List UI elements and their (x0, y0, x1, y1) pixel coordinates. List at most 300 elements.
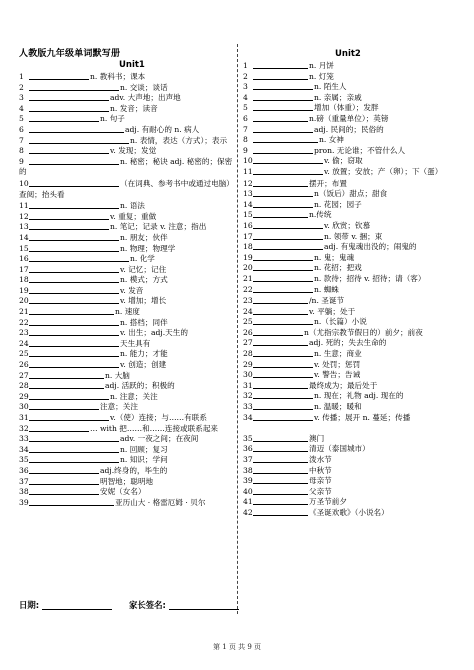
definition-text: n. 注意；关注 (110, 391, 158, 401)
vocab-row (243, 465, 463, 476)
row-number: 3 (19, 93, 24, 103)
row-number: 37 (243, 454, 253, 464)
answer-blank[interactable] (253, 496, 308, 505)
definition-text: v. 发音 (120, 285, 144, 295)
definition-text: 父亲节 (309, 486, 332, 496)
row-number: 35 (243, 433, 253, 443)
definition-text: n. 发音；读音 (110, 103, 158, 113)
answer-blank[interactable] (253, 475, 308, 484)
vocab-row (243, 327, 463, 338)
definition-text: … with 把……和……连接或联系起来 (90, 423, 219, 433)
definition-text: n. 生意；商业 (314, 349, 362, 359)
answer-blank[interactable] (29, 306, 114, 315)
document-title: 人教版九年级单词默写册 (19, 49, 121, 59)
answer-blank[interactable] (29, 200, 119, 209)
definition-text: n. 化学 (130, 254, 155, 264)
definition-text: 中秋节 (309, 465, 332, 475)
answer-blank[interactable] (29, 423, 89, 432)
definition-text: 母亲节 (309, 476, 332, 486)
definition-text: n. 教科书；课本 (90, 72, 146, 81)
vocab-row (19, 497, 234, 508)
vocab-row (19, 412, 234, 423)
vocab-row (19, 476, 234, 487)
definition-text: n. 现在；礼物 adj. 现在的 (314, 391, 404, 401)
row-number: 24 (19, 338, 29, 348)
row-number: 18 (19, 275, 29, 285)
row-number: 33 (243, 402, 253, 411)
row-number: 6 (243, 113, 248, 123)
answer-blank[interactable] (253, 486, 308, 495)
vocab-row (19, 444, 234, 455)
answer-blank[interactable] (253, 81, 313, 90)
definition-text: v. 记忆；记住 (120, 264, 167, 274)
vocab-row (19, 317, 234, 328)
row-number: 19 (243, 252, 253, 262)
row-number: 16 (19, 254, 29, 264)
row-number: 42 (243, 507, 253, 517)
row-number: 17 (243, 231, 253, 241)
definition-text: n. 月饼 (309, 61, 334, 70)
row-number: 1 (243, 61, 248, 70)
answer-blank[interactable] (253, 401, 313, 410)
row-number: 16 (243, 220, 253, 230)
answer-blank[interactable] (253, 306, 308, 315)
vocab-row (19, 156, 234, 178)
vocab-row (19, 92, 234, 103)
column-divider (237, 44, 238, 614)
vocab-row (243, 102, 463, 113)
vocab-row (19, 264, 234, 275)
definition-text: n. 蜘蛛 (314, 285, 339, 295)
definition-text: n. 交谈；谈话 (120, 82, 168, 92)
vocab-row (19, 211, 234, 222)
row-number: 31 (243, 380, 253, 390)
vocab-row (19, 124, 234, 135)
definition-text: adj. 活跃的；积极的 (105, 381, 175, 391)
definition-text: n. 搭档；同伴 (120, 317, 168, 327)
vocab-row (19, 486, 234, 497)
definition-text: （在词典、参考书中或通过电脑）查阅；抬头看 (19, 178, 234, 199)
definition-text: 摆开；布置 (309, 178, 347, 188)
vocab-row (243, 81, 463, 92)
row-number: 7 (243, 124, 248, 134)
row-number: 15 (243, 210, 253, 220)
definition-text: v. 处罚；惩罚 (314, 359, 361, 369)
vocab-row (19, 433, 234, 444)
row-number: 26 (243, 327, 253, 337)
answer-blank[interactable] (29, 486, 99, 495)
definition-text: 注意；关注 (100, 402, 138, 412)
vocab-row (19, 71, 234, 82)
vocab-row (243, 209, 463, 220)
answer-blank[interactable] (253, 390, 313, 399)
row-number: 23 (243, 296, 253, 306)
definition-text: n. 陌生人 (314, 82, 347, 92)
vocab-row (243, 60, 463, 71)
answer-blank[interactable] (29, 92, 109, 101)
answer-blank[interactable] (253, 262, 313, 271)
definition-text: n. 花园；园子 (314, 199, 362, 209)
answer-blank[interactable] (253, 166, 323, 175)
parent-signature-field[interactable] (169, 600, 239, 610)
definition-text: n.（长篇）小说 (314, 317, 367, 327)
row-number: 24 (243, 306, 253, 316)
row-number: 15 (19, 243, 29, 253)
row-number: 36 (19, 465, 29, 475)
row-number: 28 (19, 381, 29, 391)
row-number: 2 (243, 71, 248, 81)
definition-text: /n. 圣诞节 (309, 296, 345, 306)
vocab-row (243, 359, 463, 370)
answer-blank[interactable] (253, 102, 313, 111)
definition-text: v. 传播；展开 n. 蔓延；传播 (314, 412, 411, 422)
answer-blank[interactable] (253, 348, 313, 357)
row-number: 14 (243, 199, 253, 209)
vocab-row (19, 423, 234, 434)
row-number: 34 (19, 444, 29, 454)
vocab-row (243, 390, 463, 401)
vocab-row (19, 200, 234, 211)
answer-blank[interactable] (29, 113, 99, 122)
definition-text: adj. 有鬼魂出没的；闹鬼的 (324, 242, 417, 252)
answer-blank[interactable] (29, 391, 109, 400)
answer-blank[interactable] (253, 454, 308, 463)
vocab-row (243, 92, 463, 103)
row-number: 5 (19, 114, 24, 124)
vocab-row (243, 113, 463, 124)
answer-blank[interactable] (29, 232, 119, 241)
row-number: 18 (243, 242, 253, 252)
answer-blank[interactable] (253, 155, 323, 164)
definition-text: adj.终身的，毕生的 (100, 465, 168, 475)
row-number: 38 (19, 487, 29, 497)
row-number: 28 (243, 349, 253, 359)
row-number: 8 (243, 135, 248, 145)
definition-text: v. 增加；增长 (120, 296, 167, 306)
row-number: 33 (19, 434, 29, 444)
vocab-row (19, 465, 234, 476)
definition-text: n. 朋友；伙伴 (120, 232, 168, 242)
answer-blank[interactable] (29, 285, 119, 294)
definition-text: n. 领带 v. 捆；束 (324, 231, 383, 241)
answer-blank[interactable] (29, 444, 119, 453)
answer-blank[interactable] (29, 327, 119, 336)
answer-blank[interactable] (253, 220, 323, 229)
answer-blank[interactable] (29, 71, 89, 80)
answer-blank[interactable] (29, 401, 99, 410)
answer-blank[interactable] (253, 284, 313, 293)
answer-blank[interactable] (253, 465, 308, 474)
vocab-row (19, 274, 234, 285)
definition-text: n. 鬼；鬼魂 (314, 252, 355, 262)
vocab-row (243, 380, 463, 391)
row-number: 34 (243, 412, 253, 422)
answer-blank[interactable] (253, 369, 313, 378)
answer-blank[interactable] (29, 348, 119, 357)
answer-blank[interactable] (253, 209, 308, 218)
vocab-row (19, 113, 234, 124)
vocab-row (243, 155, 463, 166)
definition-text: n. 句子 (100, 114, 125, 124)
vocab-row (243, 496, 463, 507)
vocab-row (19, 82, 234, 93)
definition-text: adv. 一夜之间；在夜间 (120, 434, 199, 444)
definition-text: adj. 有耐心的 n. 病人 (125, 124, 200, 134)
definition-text: v. 偷；窃取 (324, 156, 363, 166)
definition-text: v. 出生；adj.天生的 (120, 328, 188, 338)
answer-blank[interactable] (29, 274, 119, 283)
answer-blank[interactable] (253, 273, 313, 282)
definition-text: 澳门 (309, 433, 325, 443)
row-number: 5 (243, 103, 248, 113)
answer-blank[interactable] (29, 264, 119, 273)
definition-text: n. 亲属；亲戚 (314, 92, 362, 102)
answer-blank[interactable] (253, 241, 323, 250)
row-number: 23 (19, 328, 29, 338)
row-number: 40 (243, 486, 253, 496)
unit2-heading: Unit2 (335, 49, 361, 59)
vocab-row (243, 316, 463, 327)
answer-blank[interactable] (253, 178, 308, 187)
answer-blank[interactable] (29, 156, 119, 165)
answer-blank[interactable] (29, 124, 124, 133)
row-number: 17 (19, 264, 29, 274)
row-number: 27 (19, 370, 29, 380)
definition-text: n. 物理；物理学 (120, 243, 176, 253)
definition-text: 天生具有 (120, 338, 151, 348)
answer-blank[interactable] (253, 60, 308, 69)
definition-text: n. 知识；学问 (120, 455, 168, 465)
definition-text: n. 速度 (115, 307, 140, 317)
vocab-row (243, 188, 463, 199)
answer-blank[interactable] (253, 337, 308, 346)
vocab-row (19, 285, 234, 296)
answer-blank[interactable] (253, 380, 308, 389)
vocab-row (19, 454, 234, 465)
vocab-row (19, 135, 234, 146)
answer-blank[interactable] (253, 507, 308, 516)
vocab-row (243, 369, 463, 380)
definition-text: n. 秘密；秘诀 adj. 秘密的；保密的 (19, 156, 233, 177)
row-number: 35 (19, 455, 29, 465)
row-number: 29 (243, 359, 253, 369)
vocab-row (19, 327, 234, 338)
vocab-row (19, 348, 234, 359)
row-number: 21 (243, 273, 253, 283)
answer-blank[interactable] (29, 497, 114, 506)
answer-blank[interactable] (29, 476, 99, 485)
answer-blank[interactable] (253, 113, 308, 122)
vocab-row (243, 273, 463, 285)
row-number: 4 (19, 103, 24, 113)
row-number: 30 (243, 370, 253, 380)
answer-blank[interactable] (253, 71, 308, 80)
definition-text: n. 女神 (319, 135, 344, 145)
answer-blank[interactable] (253, 295, 308, 304)
definition-text: n. 回顾；复习 (120, 444, 168, 454)
vocab-row (243, 124, 463, 135)
row-number: 22 (19, 317, 29, 327)
row-number: 13 (19, 222, 29, 232)
answer-blank[interactable] (29, 82, 119, 91)
answer-blank[interactable] (253, 327, 303, 336)
vocab-row (19, 221, 234, 232)
definition-text: 明智地；聪明地 (100, 476, 154, 486)
vocab-row (19, 145, 234, 156)
definition-text: n. 大脑 (105, 370, 130, 380)
vocab-row (243, 486, 463, 497)
row-number: 14 (19, 232, 29, 242)
vocab-row (243, 262, 463, 273)
vocab-row (243, 295, 463, 306)
definition-text: 《圣诞欢歌》（小说名） (309, 507, 389, 517)
vocab-row (19, 359, 234, 370)
row-number: 38 (243, 465, 253, 475)
definition-text: n. 语法 (120, 201, 145, 211)
vocab-row (243, 348, 463, 359)
vocab-row (19, 253, 234, 264)
vocab-row (243, 454, 463, 465)
vocab-row (19, 338, 234, 349)
vocab-row (243, 284, 463, 295)
definition-text: n.磅（重量单位）；英镑 (309, 113, 389, 123)
vocab-row (243, 231, 463, 242)
vocab-row (243, 252, 463, 263)
definition-text: 万圣节前夕 (309, 497, 347, 507)
vocab-row (243, 220, 463, 231)
definition-text: 最终成为；最后处于 (309, 380, 378, 390)
signature-row (19, 599, 253, 611)
definition-text: v. 重复；重做 (110, 211, 157, 221)
definition-text: 清迈（泰国城市） (309, 444, 370, 454)
answer-blank[interactable] (253, 412, 313, 421)
answer-blank[interactable] (253, 443, 308, 452)
answer-blank[interactable] (29, 338, 119, 347)
answer-blank[interactable] (253, 252, 313, 261)
unit1-word-list (19, 71, 234, 507)
answer-blank[interactable] (253, 134, 318, 143)
row-number: 1 (19, 72, 24, 81)
row-number: 9 (243, 145, 248, 155)
definition-text: n（尤指宗教节假日的）前夕；前夜 (304, 327, 423, 337)
answer-blank[interactable] (29, 317, 119, 326)
answer-blank[interactable] (253, 316, 313, 325)
row-number: 32 (19, 423, 29, 433)
definition-text: 增加（体重）；发胖 (314, 103, 379, 113)
vocab-row (243, 166, 463, 178)
date-label: 日期: (19, 600, 40, 610)
vocab-row (243, 433, 463, 444)
date-field[interactable] (42, 600, 112, 610)
vocab-row (243, 443, 463, 454)
answer-blank[interactable] (29, 135, 129, 144)
answer-blank[interactable] (29, 295, 119, 304)
row-number: 2 (19, 82, 24, 92)
answer-blank[interactable] (29, 103, 109, 112)
vocab-row (243, 507, 463, 518)
definition-text: v. 欣赏；钦慕 (324, 220, 371, 230)
vocab-row (243, 199, 463, 210)
row-number: 37 (19, 476, 29, 486)
answer-blank[interactable] (253, 145, 313, 154)
row-number: 25 (19, 349, 29, 359)
row-number: 41 (243, 497, 253, 507)
answer-blank[interactable] (29, 380, 104, 389)
definition-text: v. 放置；安放；产（卵）；下（蛋） (324, 166, 443, 176)
answer-blank[interactable] (253, 199, 313, 208)
row-number: 4 (243, 92, 248, 102)
answer-blank[interactable] (29, 178, 119, 187)
definition-text: adj. 民间的；民俗的 (314, 124, 384, 134)
definition-text: 亚历山大 · 格雷厄姆 · 贝尔 (115, 497, 206, 507)
answer-blank[interactable] (29, 465, 99, 474)
row-number: 26 (19, 360, 29, 370)
definition-text: n. 温暖；暖和 (314, 402, 362, 411)
definition-text: n. 款待；招待 v. 招待；请（客） (314, 273, 426, 283)
row-number: 7 (19, 135, 24, 145)
answer-blank[interactable] (253, 433, 308, 442)
vocab-row (243, 134, 463, 145)
definition-text: v. 警告；告诫 (314, 370, 361, 380)
answer-blank[interactable] (253, 231, 323, 240)
definition-text: n. 灯笼 (309, 71, 334, 81)
answer-blank[interactable] (253, 124, 313, 133)
row-number: 13 (243, 189, 253, 199)
answer-blank[interactable] (253, 359, 313, 368)
definition-text: n. 笔记；记录 v. 注意；指出 (110, 222, 207, 232)
answer-blank[interactable] (29, 370, 104, 379)
row-number: 11 (19, 201, 29, 211)
definition-text: v. 平躺；处于 (309, 306, 356, 316)
answer-blank[interactable] (29, 412, 109, 421)
definition-text: n. 模式；方式 (120, 275, 168, 285)
definition-text: 泼水节 (309, 454, 332, 464)
unit2-word-list (243, 60, 463, 518)
answer-blank[interactable] (29, 211, 109, 220)
definition-text: n.传统 (309, 210, 332, 220)
vocab-row (19, 370, 234, 381)
answer-blank[interactable] (29, 243, 119, 252)
vocab-row (243, 475, 463, 486)
definition-text: n. 表情，表达（方式）；表示 (130, 135, 228, 145)
parent-signature-label: 家长签名: (128, 600, 166, 610)
vocab-row (243, 401, 463, 412)
page-number: 第 1 页 共 9 页 (212, 643, 262, 651)
row-number: 3 (243, 82, 248, 92)
definition-text: adv. 大声地；出声地 (110, 93, 181, 103)
row-number: 20 (243, 263, 253, 273)
row-number: 31 (19, 413, 29, 422)
row-number: 10 (243, 156, 253, 166)
row-number: 19 (19, 285, 29, 295)
answer-blank[interactable] (253, 92, 313, 101)
answer-blank[interactable] (29, 253, 129, 262)
vocab-row (19, 232, 234, 243)
answer-blank[interactable] (29, 454, 119, 463)
definition-text: adj. 死的；失去生命的 (309, 338, 387, 348)
vocab-row (243, 337, 463, 348)
answer-blank[interactable] (29, 145, 109, 154)
vocab-row (243, 306, 463, 317)
definition-text: v.（使）连接；与……有联系 (110, 413, 207, 422)
definition-text: 安妮（女名） (100, 487, 146, 497)
answer-blank[interactable] (29, 359, 119, 368)
answer-blank[interactable] (29, 433, 119, 442)
definition-text: n. 能力；才能 (120, 349, 168, 359)
vocab-row (19, 380, 234, 391)
answer-blank[interactable] (253, 188, 313, 197)
answer-blank[interactable] (29, 221, 109, 230)
